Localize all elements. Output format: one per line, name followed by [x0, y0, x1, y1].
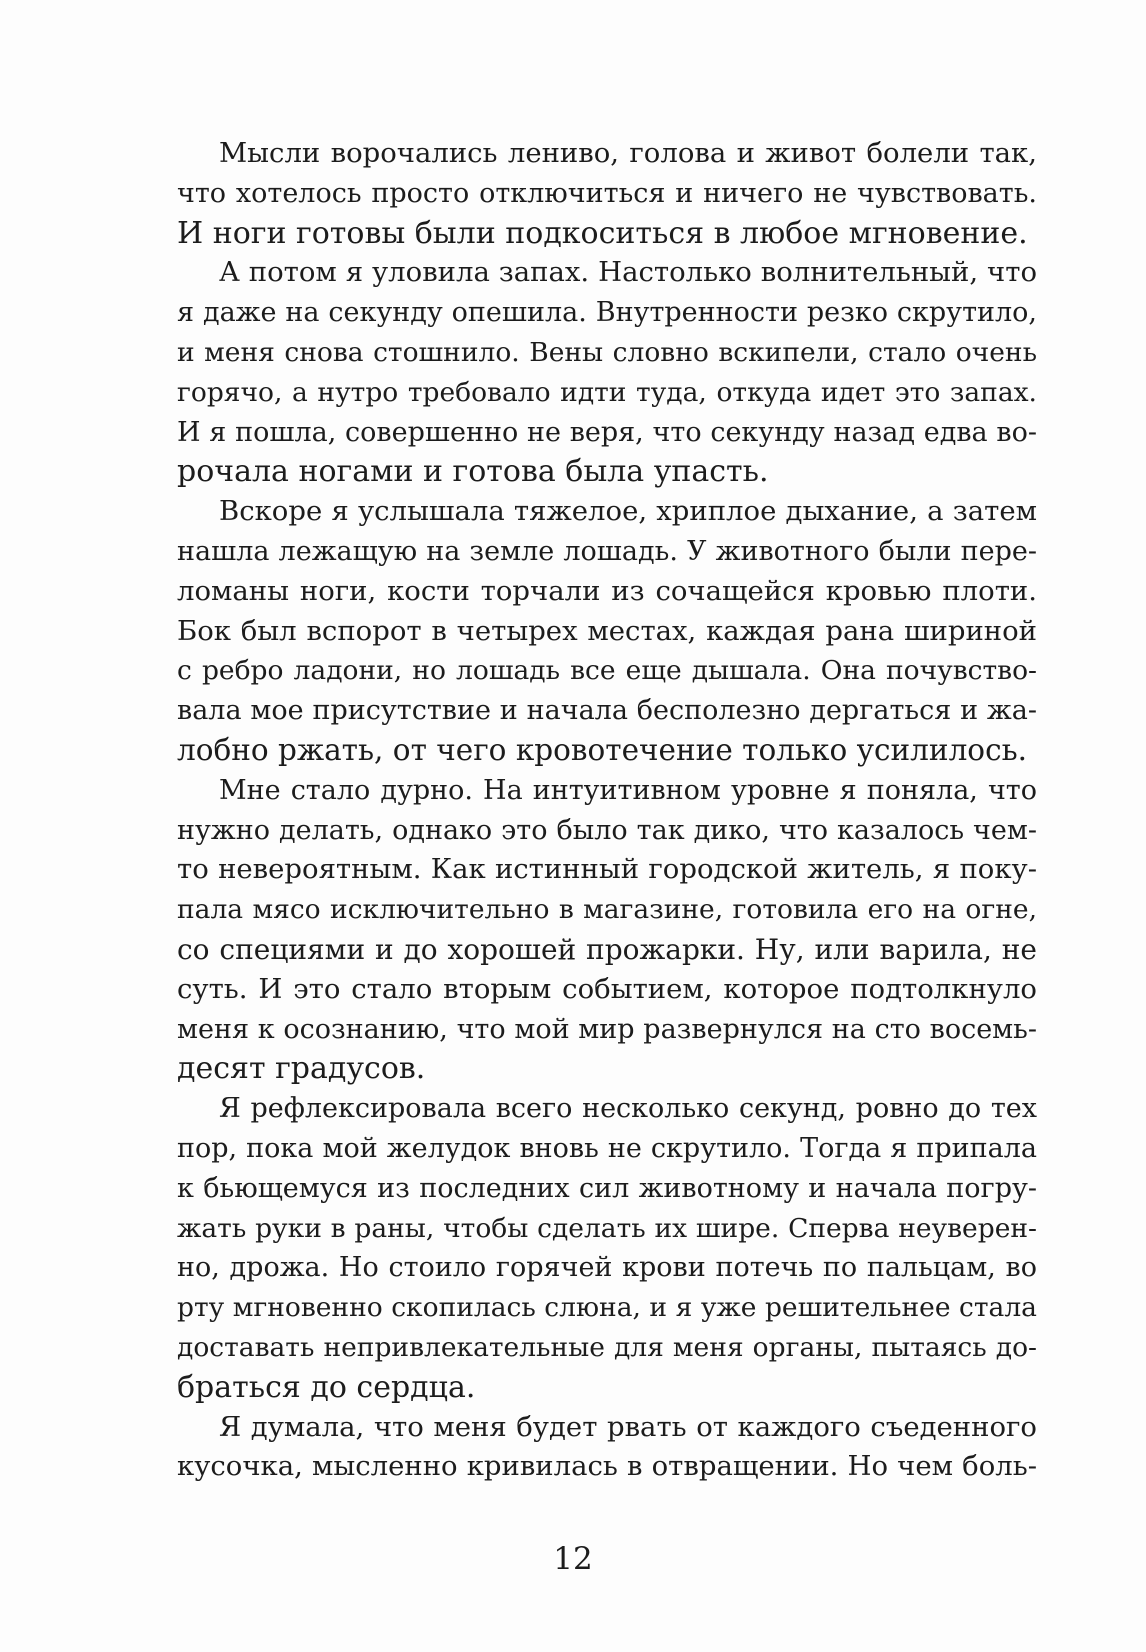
page-number: 12: [553, 1541, 593, 1577]
text-line: жать руки в раны, чтобы сделать их шире. Сперва неуверен-: [177, 1212, 1037, 1244]
text-line: что хотелось просто отключиться и ничего не чувствовать.: [177, 177, 1037, 209]
text-line: и меня снова стошнило. Вены словно вскипели, стало очень: [177, 336, 1037, 368]
text-line: И я пошла, совершенно не веря, что секунду назад едва во-: [177, 416, 1037, 448]
text-line: лобно ржать, от чего кровотечение только усилилось.: [177, 732, 1028, 767]
text-line: к бьющемуся из последних сил животному и начала погру-: [177, 1172, 1037, 1204]
text-line: десят градусов.: [177, 1051, 426, 1087]
text-line: пор, пока мой желудок вновь не скрутило. Тогда я припала: [177, 1132, 1037, 1164]
text-line: то невероятным. Как истинный городской житель, я поку-: [177, 853, 1037, 886]
text-line: с ребро ладони, но лошадь все еще дышала. Она почувство-: [177, 655, 1037, 687]
text-line: меня к осознанию, что мой мир развернулся на сто восемь-: [177, 1013, 1037, 1045]
text-line: Я думала, что меня будет рвать от каждого съеденного: [219, 1410, 1037, 1443]
text-line: рочала ногами и готова была упасть.: [177, 454, 769, 490]
text-line: горячо, а нутро требовало идти туда, откуда идет это запах.: [177, 376, 1037, 408]
text-line: но, дрожа. Но стоило горячей крови потечь по пальцам, во: [177, 1252, 1037, 1284]
body-text: [177, 134, 1037, 1487]
text-line: рту мгновенно скопилась слюна, и я уже решительнее стала: [177, 1292, 1037, 1324]
text-line: пала мясо исключительно в магазине, готовила его на огне,: [177, 894, 1037, 926]
text-line: кусочка, мысленно кривилась в отвращении. Но чем боль-: [177, 1450, 1037, 1483]
text-line: Бок был вспорот в четырех местах, каждая рана шириной: [177, 614, 1037, 647]
text-line: ломаны ноги, кости торчали из сочащейся кровью плоти.: [177, 574, 1037, 607]
text-line: суть. И это стало вторым событием, которое подтолкнуло: [177, 972, 1037, 1005]
text-line: со специями и до хорошей прожарки. Ну, или варила, не: [177, 932, 1037, 966]
text-line: Я рефлексировала всего несколько секунд, ровно до тех: [219, 1093, 1037, 1125]
text-line: нужно делать, однако это было так дико, что казалось чем-: [177, 814, 1037, 846]
text-line: Вскоре я услышала тяжелое, хриплое дыхание, а затем: [219, 495, 1037, 528]
text-line: я даже на секунду опешила. Внутренности резко скрутило,: [177, 297, 1037, 329]
text-line: вала мое присутствие и начала бесполезно дергаться и жа-: [177, 695, 1037, 727]
text-line: Мысли ворочались лениво, голова и живот болели так,: [219, 137, 1037, 169]
text-line: И ноги готовы были подкоситься в любое мгновение.: [177, 215, 1028, 251]
text-line: браться до сердца.: [177, 1369, 476, 1405]
text-line: нашла лежащую на земле лошадь. У животного были пере-: [177, 535, 1037, 567]
text-line: доставать непривлекательные для меня органы, пытаясь до-: [177, 1331, 1037, 1363]
text-line: Мне стало дурно. На интуитивном уровне я поняла, что: [219, 774, 1037, 806]
text-line: А потом я уловила запах. Настолько волнительный, что: [219, 256, 1037, 289]
